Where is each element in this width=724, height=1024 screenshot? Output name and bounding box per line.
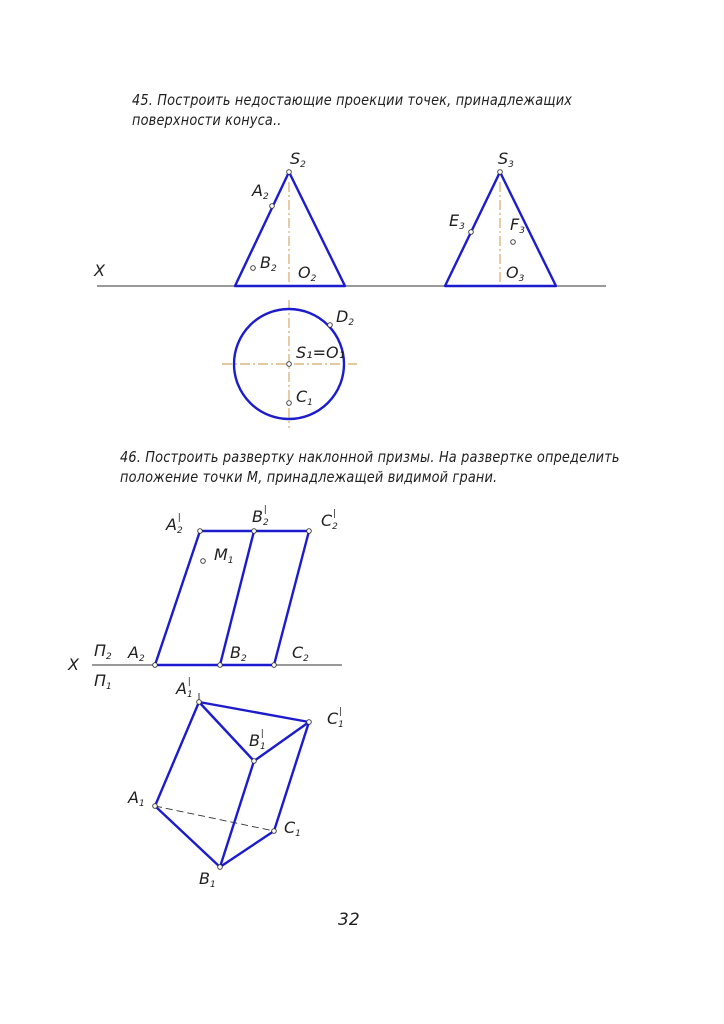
label-s3: S3	[498, 149, 514, 170]
label-o2: O2	[298, 263, 317, 284]
point-c2-prime	[307, 529, 312, 534]
label-b1: B1	[199, 869, 216, 890]
label-o3: O3	[506, 263, 525, 284]
label-a1: A1	[128, 788, 145, 809]
x-axis-label: X	[94, 261, 105, 280]
label-b2-front: B2	[230, 643, 247, 664]
page-number: 32	[338, 910, 360, 930]
label-f3: F3	[510, 215, 525, 236]
label-s1-o1: S₁=O₁	[296, 343, 345, 362]
point-c2-front	[272, 663, 277, 668]
label-b1-prime: B1|	[249, 729, 266, 752]
point-f3	[511, 240, 516, 245]
label-a2-prime: A2|	[166, 513, 183, 536]
label-e3: E3	[449, 211, 465, 232]
point-a2-front	[153, 663, 158, 668]
label-a2-front: A2	[128, 643, 145, 664]
label-b2: B2	[260, 253, 277, 274]
label-a1-prime: A1|	[176, 677, 193, 700]
point-c1	[287, 401, 292, 406]
point-s1-o1	[287, 362, 292, 367]
point-b2-front	[218, 663, 223, 668]
point-b2-prime	[252, 529, 257, 534]
prism-top-outline	[155, 702, 309, 867]
plane-p1-label: П1	[94, 671, 112, 692]
point-s3	[498, 170, 503, 175]
label-c2-prime: C2|	[321, 509, 338, 532]
point-b2	[251, 266, 256, 271]
label-c2-front: C2	[292, 643, 309, 664]
cone-drawing	[93, 149, 606, 428]
prism-drawing	[67, 505, 344, 890]
label-d2: D2	[336, 307, 355, 328]
label-m1: M1	[214, 545, 234, 566]
prism-top-edge-bb	[220, 761, 254, 867]
label-c1-top: C1	[284, 818, 301, 839]
prism-x-axis-label: X	[68, 655, 79, 674]
label-s2: S2	[290, 149, 306, 170]
point-b1-prime	[252, 759, 257, 764]
prism-hidden-edge	[155, 806, 274, 831]
label-b2-prime: B2|	[252, 505, 269, 528]
problem-46-line-2: положение точки М, принадлежащей видимой грани.	[120, 468, 498, 486]
label-a2: A2	[252, 181, 269, 202]
point-m1	[201, 559, 206, 564]
problem-46-line-1: 46. Построить развертку наклонной призмы. На развертке определить	[120, 448, 620, 466]
point-a1	[153, 804, 158, 809]
label-c1: C1	[296, 387, 313, 408]
point-a2	[270, 204, 275, 209]
point-c1-top	[272, 829, 277, 834]
point-d2	[328, 323, 333, 328]
point-b1	[218, 865, 223, 870]
point-a2-prime	[198, 529, 203, 534]
problem-45-line-1: 45. Построить недостающие проекции точек, принадлежащих	[132, 91, 573, 109]
point-c1-prime	[307, 720, 312, 725]
label-c1-prime: C1|	[327, 707, 344, 730]
point-e3	[469, 230, 474, 235]
point-a1-prime	[197, 700, 202, 705]
plane-p2-label: П2	[94, 641, 112, 662]
problem-45-line-2: поверхности конуса..	[132, 111, 282, 129]
point-s2	[287, 170, 292, 175]
